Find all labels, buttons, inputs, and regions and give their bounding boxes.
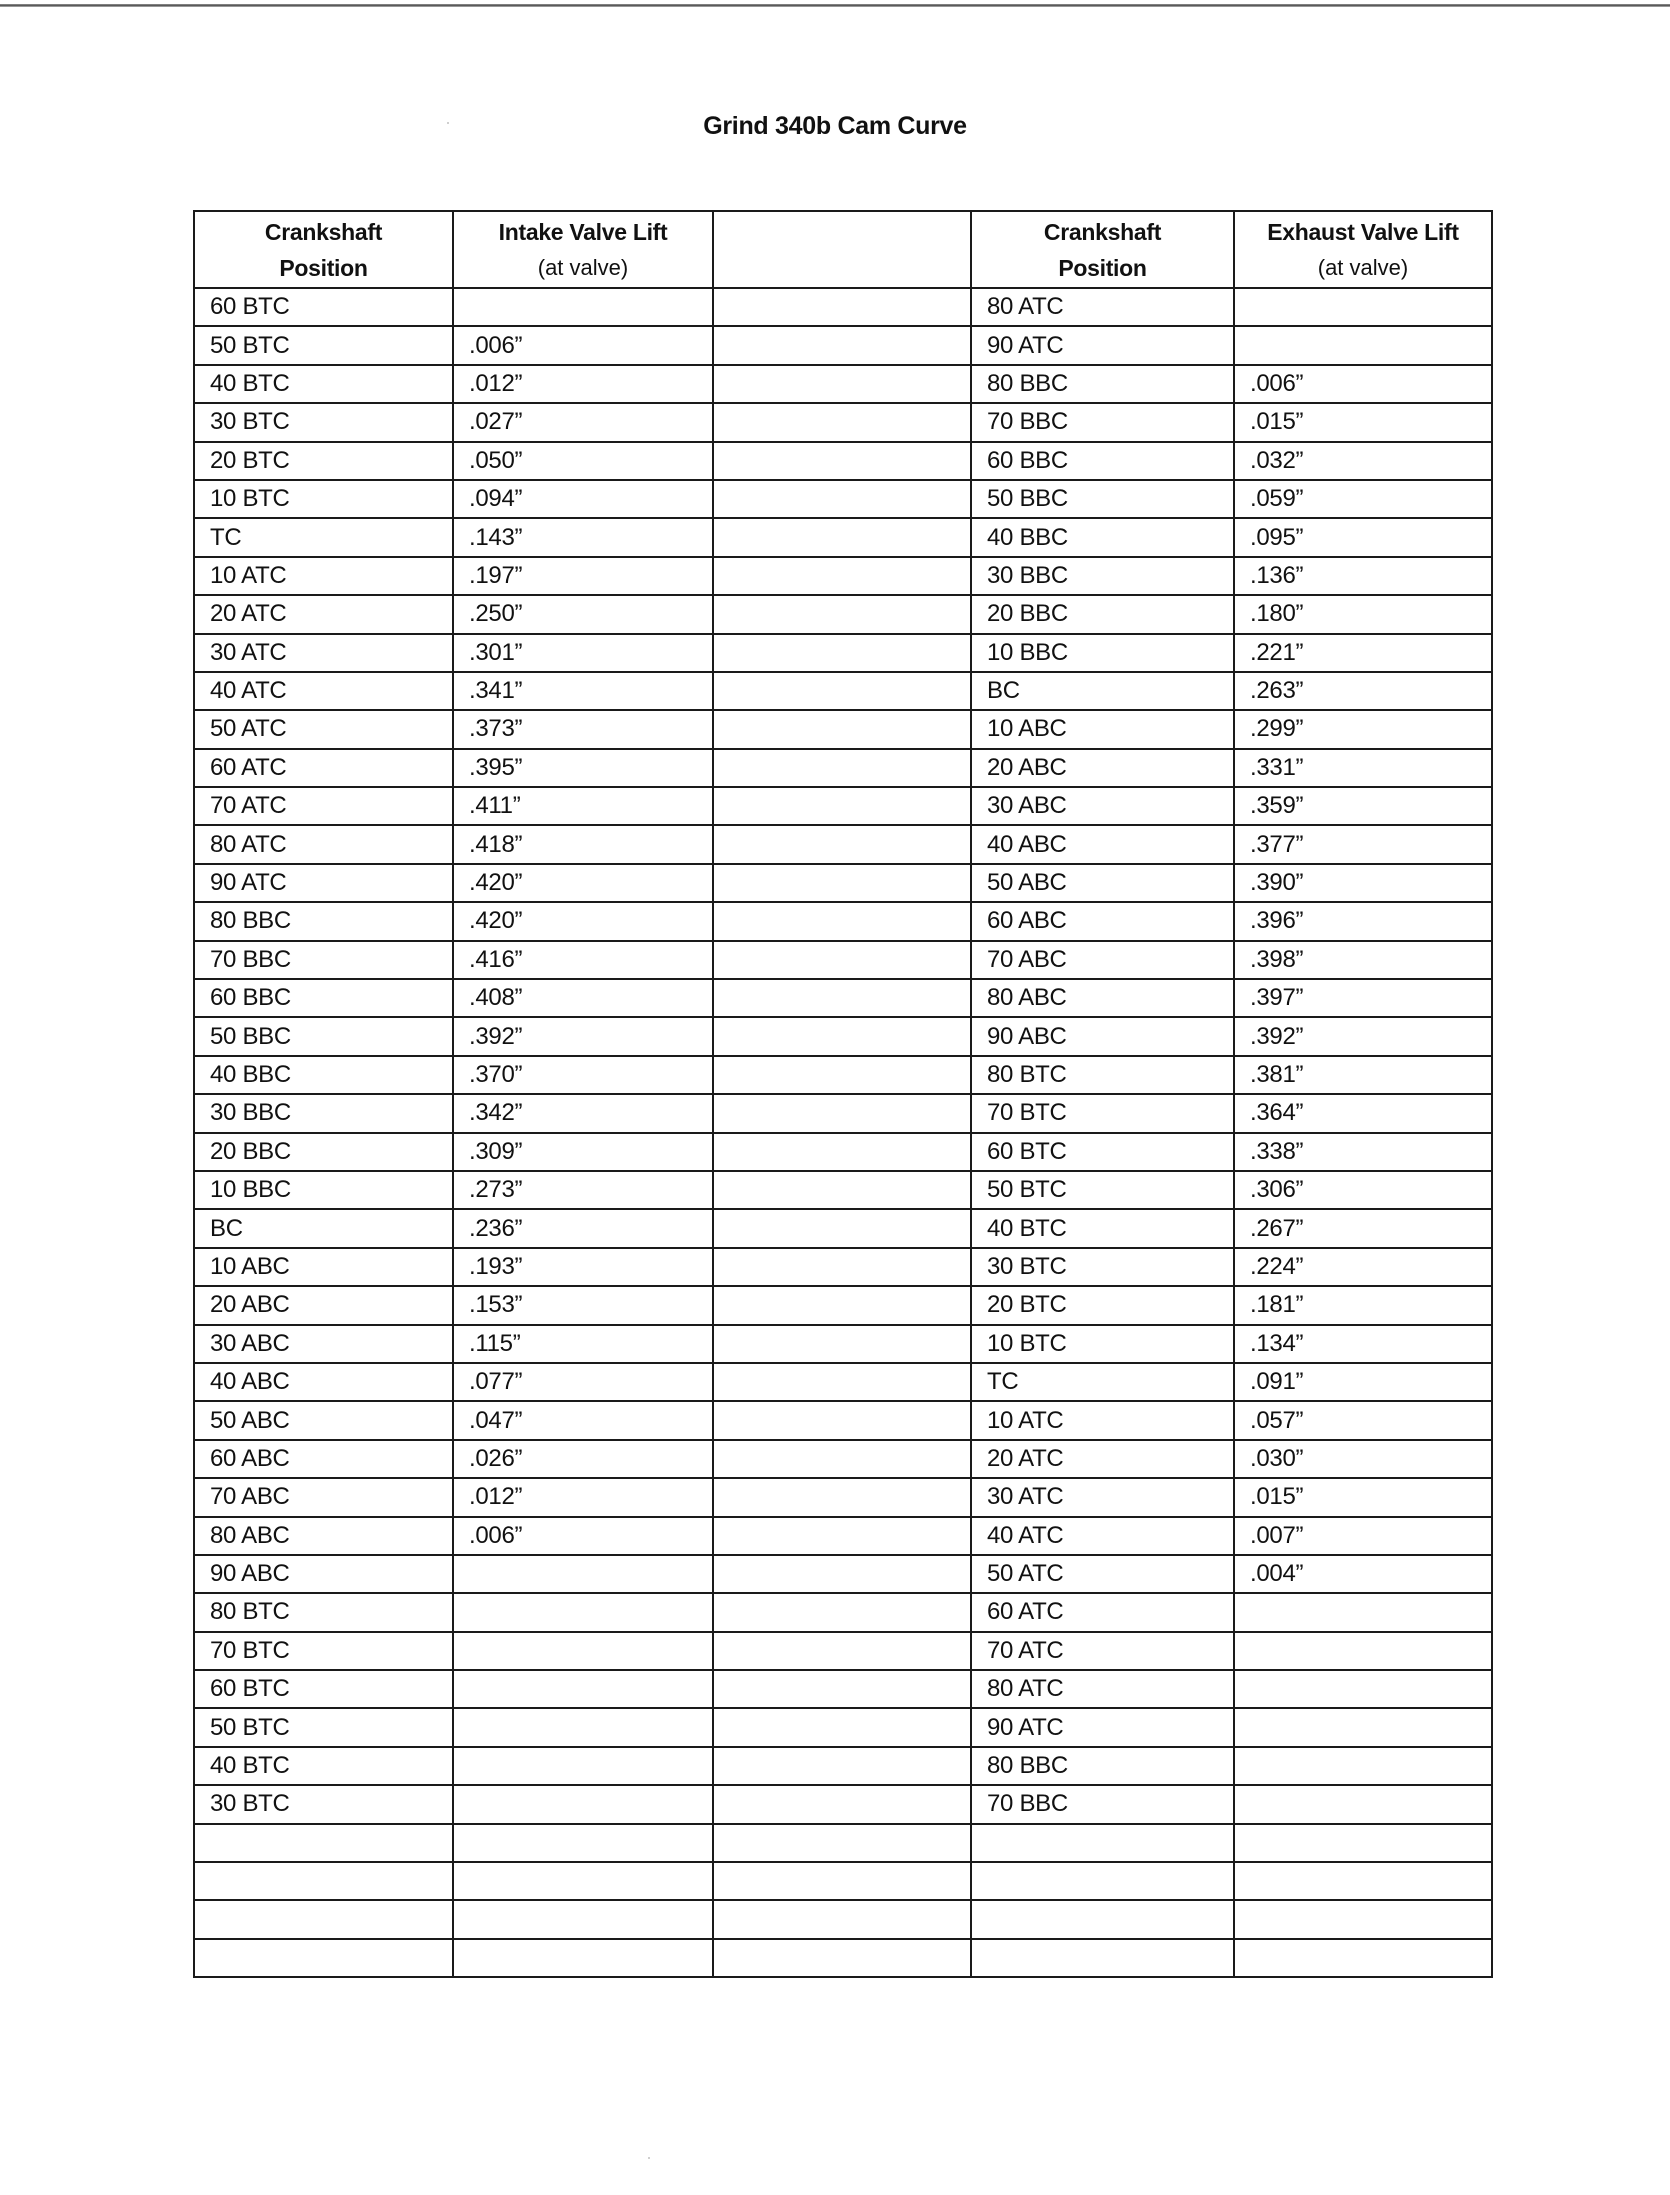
intake-valve-lift-cell: .012” — [453, 1478, 713, 1516]
header-intake-crankshaft-position — [194, 211, 453, 288]
exhaust-valve-lift-cell: .390” — [1234, 864, 1492, 902]
exhaust-crankshaft-position-cell: 30 ABC — [971, 787, 1234, 825]
exhaust-valve-lift-cell: .263” — [1234, 672, 1492, 710]
intake-valve-lift-cell: .197” — [453, 557, 713, 595]
intake-valve-lift-cell: .373” — [453, 710, 713, 748]
spacer-cell — [713, 1478, 971, 1516]
spacer-cell — [713, 1517, 971, 1555]
header-intake-valve-lift — [453, 211, 713, 288]
exhaust-crankshaft-position-cell: 30 BBC — [971, 557, 1234, 595]
table-row — [194, 941, 1492, 979]
exhaust-crankshaft-position-cell: 50 BTC — [971, 1171, 1234, 1209]
table-row — [194, 1939, 1492, 1977]
table-row — [194, 634, 1492, 672]
table-row — [194, 1209, 1492, 1247]
intake-valve-lift-cell: .273” — [453, 1171, 713, 1209]
spacer-cell — [713, 288, 971, 326]
exhaust-crankshaft-position-cell: 80 BBC — [971, 365, 1234, 403]
exhaust-valve-lift-cell: .004” — [1234, 1555, 1492, 1593]
exhaust-valve-lift-cell — [1234, 1785, 1492, 1823]
table-row — [194, 1440, 1492, 1478]
intake-crankshaft-position-cell: 80 BBC — [194, 902, 453, 940]
exhaust-valve-lift-cell — [1234, 1632, 1492, 1670]
spacer-cell — [713, 941, 971, 979]
exhaust-valve-lift-cell — [1234, 1593, 1492, 1631]
exhaust-valve-lift-cell: .032” — [1234, 442, 1492, 480]
exhaust-valve-lift-cell: .381” — [1234, 1056, 1492, 1094]
table-row — [194, 518, 1492, 556]
table-row — [194, 1555, 1492, 1593]
exhaust-valve-lift-cell — [1234, 1708, 1492, 1746]
intake-valve-lift-cell: .006” — [453, 1517, 713, 1555]
intake-crankshaft-position-cell: 80 BTC — [194, 1593, 453, 1631]
spacer-cell — [713, 1440, 971, 1478]
intake-crankshaft-position-cell: 30 BBC — [194, 1094, 453, 1132]
spacer-cell — [713, 1593, 971, 1631]
intake-valve-lift-cell — [453, 1824, 713, 1862]
intake-crankshaft-position-cell: 70 ABC — [194, 1478, 453, 1516]
exhaust-valve-lift-cell: .397” — [1234, 979, 1492, 1017]
intake-valve-lift-cell: .418” — [453, 825, 713, 863]
table-body — [194, 288, 1492, 1977]
intake-valve-lift-cell: .411” — [453, 787, 713, 825]
exhaust-crankshaft-position-cell: 10 ABC — [971, 710, 1234, 748]
exhaust-crankshaft-position-cell: 30 ATC — [971, 1478, 1234, 1516]
exhaust-crankshaft-position-cell: 70 ABC — [971, 941, 1234, 979]
intake-crankshaft-position-cell: 30 ATC — [194, 634, 453, 672]
exhaust-valve-lift-cell: .015” — [1234, 1478, 1492, 1516]
intake-crankshaft-position-cell: 50 BTC — [194, 1708, 453, 1746]
exhaust-crankshaft-position-cell: 10 ATC — [971, 1401, 1234, 1439]
exhaust-valve-lift-cell — [1234, 1670, 1492, 1708]
header-exhaust-valve-lift — [1234, 211, 1492, 288]
intake-crankshaft-position-cell: 40 BBC — [194, 1056, 453, 1094]
table-row — [194, 1056, 1492, 1094]
exhaust-crankshaft-position-cell — [971, 1862, 1234, 1900]
exhaust-valve-lift-cell: .364” — [1234, 1094, 1492, 1132]
intake-valve-lift-cell: .193” — [453, 1248, 713, 1286]
exhaust-crankshaft-position-cell: 70 BBC — [971, 1785, 1234, 1823]
intake-valve-lift-cell: .115” — [453, 1325, 713, 1363]
exhaust-crankshaft-position-cell — [971, 1824, 1234, 1862]
exhaust-crankshaft-position-cell: 90 ATC — [971, 1708, 1234, 1746]
spacer-cell — [713, 1862, 971, 1900]
spacer-cell — [713, 326, 971, 364]
exhaust-valve-lift-cell — [1234, 1939, 1492, 1977]
intake-crankshaft-position-cell — [194, 1862, 453, 1900]
exhaust-crankshaft-position-cell: BC — [971, 672, 1234, 710]
exhaust-crankshaft-position-cell: 20 ABC — [971, 749, 1234, 787]
intake-valve-lift-cell: .309” — [453, 1133, 713, 1171]
intake-crankshaft-position-cell: BC — [194, 1209, 453, 1247]
exhaust-valve-lift-cell — [1234, 1747, 1492, 1785]
intake-crankshaft-position-cell: 90 ATC — [194, 864, 453, 902]
spacer-cell — [713, 518, 971, 556]
scan-edge-line — [0, 4, 1670, 7]
exhaust-crankshaft-position-cell: 20 BTC — [971, 1286, 1234, 1324]
intake-valve-lift-cell — [453, 1785, 713, 1823]
exhaust-crankshaft-position-cell: 60 ABC — [971, 902, 1234, 940]
spacer-cell — [713, 979, 971, 1017]
spacer-cell — [713, 1632, 971, 1670]
exhaust-valve-lift-cell: .134” — [1234, 1325, 1492, 1363]
spacer-cell — [713, 1555, 971, 1593]
table-row — [194, 1862, 1492, 1900]
exhaust-valve-lift-cell: .095” — [1234, 518, 1492, 556]
intake-crankshaft-position-cell: 90 ABC — [194, 1555, 453, 1593]
table-row — [194, 365, 1492, 403]
table-row — [194, 1017, 1492, 1055]
exhaust-valve-lift-cell: .006” — [1234, 365, 1492, 403]
exhaust-crankshaft-position-cell: 90 ABC — [971, 1017, 1234, 1055]
table-row — [194, 787, 1492, 825]
spacer-cell — [713, 1171, 971, 1209]
intake-crankshaft-position-cell: 30 BTC — [194, 1785, 453, 1823]
intake-valve-lift-cell: .006” — [453, 326, 713, 364]
intake-valve-lift-cell — [453, 1593, 713, 1631]
intake-crankshaft-position-cell: 30 BTC — [194, 403, 453, 441]
intake-crankshaft-position-cell: 20 ABC — [194, 1286, 453, 1324]
exhaust-crankshaft-position-cell: 80 ATC — [971, 288, 1234, 326]
exhaust-valve-lift-cell: .396” — [1234, 902, 1492, 940]
intake-crankshaft-position-cell: 70 BTC — [194, 1632, 453, 1670]
table-row — [194, 1478, 1492, 1516]
intake-crankshaft-position-cell — [194, 1824, 453, 1862]
spacer-cell — [713, 787, 971, 825]
exhaust-crankshaft-position-cell: 70 BBC — [971, 403, 1234, 441]
table-row — [194, 1133, 1492, 1171]
exhaust-valve-lift-cell: .331” — [1234, 749, 1492, 787]
table-row — [194, 1171, 1492, 1209]
exhaust-crankshaft-position-cell: 50 ATC — [971, 1555, 1234, 1593]
scan-speck — [648, 2157, 650, 2159]
table-row — [194, 749, 1492, 787]
intake-crankshaft-position-cell: 50 ATC — [194, 710, 453, 748]
intake-valve-lift-cell: .050” — [453, 442, 713, 480]
intake-valve-lift-cell: .012” — [453, 365, 713, 403]
table-row — [194, 442, 1492, 480]
exhaust-valve-lift-cell — [1234, 1862, 1492, 1900]
intake-valve-lift-cell: .236” — [453, 1209, 713, 1247]
header-line: Exhaust Valve Lift — [1267, 218, 1459, 245]
intake-crankshaft-position-cell: 10 BBC — [194, 1171, 453, 1209]
intake-crankshaft-position-cell: 20 ATC — [194, 595, 453, 633]
table-row — [194, 902, 1492, 940]
exhaust-crankshaft-position-cell: 60 BTC — [971, 1133, 1234, 1171]
exhaust-valve-lift-cell: .224” — [1234, 1248, 1492, 1286]
exhaust-crankshaft-position-cell: 80 ATC — [971, 1670, 1234, 1708]
spacer-cell — [713, 1325, 971, 1363]
spacer-cell — [713, 595, 971, 633]
exhaust-valve-lift-cell — [1234, 1824, 1492, 1862]
exhaust-valve-lift-cell: .136” — [1234, 557, 1492, 595]
spacer-cell — [713, 672, 971, 710]
intake-valve-lift-cell: .342” — [453, 1094, 713, 1132]
intake-crankshaft-position-cell: 60 ABC — [194, 1440, 453, 1478]
exhaust-valve-lift-cell: .267” — [1234, 1209, 1492, 1247]
intake-crankshaft-position-cell: 40 BTC — [194, 365, 453, 403]
intake-crankshaft-position-cell: 40 ABC — [194, 1363, 453, 1401]
exhaust-valve-lift-cell — [1234, 326, 1492, 364]
intake-valve-lift-cell — [453, 1747, 713, 1785]
intake-valve-lift-cell: .392” — [453, 1017, 713, 1055]
table-row — [194, 1632, 1492, 1670]
header-line: Intake Valve Lift — [498, 218, 668, 245]
exhaust-crankshaft-position-cell — [971, 1939, 1234, 1977]
spacer-cell — [713, 710, 971, 748]
exhaust-valve-lift-cell: .359” — [1234, 787, 1492, 825]
intake-valve-lift-cell: .094” — [453, 480, 713, 518]
spacer-cell — [713, 1056, 971, 1094]
exhaust-valve-lift-cell: .377” — [1234, 825, 1492, 863]
exhaust-valve-lift-cell: .091” — [1234, 1363, 1492, 1401]
intake-crankshaft-position-cell: 80 ABC — [194, 1517, 453, 1555]
intake-valve-lift-cell: .027” — [453, 403, 713, 441]
spacer-cell — [713, 442, 971, 480]
spacer-cell — [713, 1248, 971, 1286]
header-exhaust-crankshaft-position — [971, 211, 1234, 288]
intake-crankshaft-position-cell: 40 ATC — [194, 672, 453, 710]
intake-crankshaft-position-cell: 10 ATC — [194, 557, 453, 595]
intake-valve-lift-cell: .416” — [453, 941, 713, 979]
exhaust-crankshaft-position-cell: 10 BBC — [971, 634, 1234, 672]
exhaust-crankshaft-position-cell: 40 ABC — [971, 825, 1234, 863]
intake-valve-lift-cell: .026” — [453, 1440, 713, 1478]
header-line: Position — [279, 254, 368, 281]
table-row — [194, 672, 1492, 710]
table-row — [194, 480, 1492, 518]
intake-crankshaft-position-cell: 80 ATC — [194, 825, 453, 863]
exhaust-crankshaft-position-cell: 50 BBC — [971, 480, 1234, 518]
intake-valve-lift-cell: .153” — [453, 1286, 713, 1324]
spacer-cell — [713, 1017, 971, 1055]
header-row — [194, 211, 1492, 288]
intake-crankshaft-position-cell: 20 BBC — [194, 1133, 453, 1171]
intake-crankshaft-position-cell: 60 BTC — [194, 288, 453, 326]
spacer-cell — [713, 1363, 971, 1401]
spacer-cell — [713, 1785, 971, 1823]
intake-valve-lift-cell — [453, 1862, 713, 1900]
page-title: Grind 340b Cam Curve — [703, 112, 967, 140]
spacer-cell — [713, 902, 971, 940]
exhaust-valve-lift-cell: .181” — [1234, 1286, 1492, 1324]
cam-curve-table — [193, 210, 1493, 1978]
exhaust-crankshaft-position-cell: 30 BTC — [971, 1248, 1234, 1286]
intake-crankshaft-position-cell: 70 BBC — [194, 941, 453, 979]
spacer-cell — [713, 1824, 971, 1862]
table-row — [194, 1785, 1492, 1823]
intake-crankshaft-position-cell: 40 BTC — [194, 1747, 453, 1785]
intake-valve-lift-cell: .341” — [453, 672, 713, 710]
spacer-cell — [713, 825, 971, 863]
spacer-cell — [713, 1133, 971, 1171]
intake-valve-lift-cell: .143” — [453, 518, 713, 556]
intake-crankshaft-position-cell: 50 ABC — [194, 1401, 453, 1439]
exhaust-valve-lift-cell — [1234, 1900, 1492, 1938]
table-row — [194, 1363, 1492, 1401]
exhaust-valve-lift-cell: .030” — [1234, 1440, 1492, 1478]
intake-crankshaft-position-cell: 20 BTC — [194, 442, 453, 480]
exhaust-crankshaft-position-cell: 80 BBC — [971, 1747, 1234, 1785]
intake-valve-lift-cell: .408” — [453, 979, 713, 1017]
intake-crankshaft-position-cell: 50 BBC — [194, 1017, 453, 1055]
exhaust-valve-lift-cell — [1234, 288, 1492, 326]
scan-speck — [447, 122, 449, 124]
spacer-cell — [713, 634, 971, 672]
table-row — [194, 1670, 1492, 1708]
intake-valve-lift-cell — [453, 1555, 713, 1593]
exhaust-crankshaft-position-cell: 40 BBC — [971, 518, 1234, 556]
intake-crankshaft-position-cell: 10 ABC — [194, 1248, 453, 1286]
intake-valve-lift-cell: .420” — [453, 902, 713, 940]
exhaust-crankshaft-position-cell: 70 BTC — [971, 1094, 1234, 1132]
table-row — [194, 557, 1492, 595]
exhaust-valve-lift-cell: .398” — [1234, 941, 1492, 979]
spacer-cell — [713, 480, 971, 518]
table-row — [194, 864, 1492, 902]
exhaust-crankshaft-position-cell: 80 ABC — [971, 979, 1234, 1017]
table-row — [194, 979, 1492, 1017]
exhaust-crankshaft-position-cell: 10 BTC — [971, 1325, 1234, 1363]
intake-valve-lift-cell — [453, 288, 713, 326]
table-row — [194, 1708, 1492, 1746]
spacer-cell — [713, 1286, 971, 1324]
spacer-cell — [713, 749, 971, 787]
spacer-cell — [713, 1900, 971, 1938]
intake-valve-lift-cell — [453, 1708, 713, 1746]
intake-valve-lift-cell: .301” — [453, 634, 713, 672]
intake-valve-lift-cell: .077” — [453, 1363, 713, 1401]
header-line: Crankshaft — [264, 218, 383, 245]
exhaust-crankshaft-position-cell: 50 ABC — [971, 864, 1234, 902]
header-line: Position — [1058, 254, 1147, 281]
exhaust-valve-lift-cell: .221” — [1234, 634, 1492, 672]
table-row — [194, 1593, 1492, 1631]
table-row — [194, 1325, 1492, 1363]
table-row — [194, 1517, 1492, 1555]
exhaust-valve-lift-cell: .015” — [1234, 403, 1492, 441]
spacer-cell — [713, 1209, 971, 1247]
header-spacer — [713, 211, 971, 288]
exhaust-crankshaft-position-cell — [971, 1900, 1234, 1938]
exhaust-valve-lift-cell: .007” — [1234, 1517, 1492, 1555]
intake-valve-lift-cell: .250” — [453, 595, 713, 633]
spacer-cell — [713, 403, 971, 441]
intake-valve-lift-cell: .420” — [453, 864, 713, 902]
spacer-cell — [713, 1747, 971, 1785]
exhaust-crankshaft-position-cell: 20 BBC — [971, 595, 1234, 633]
intake-crankshaft-position-cell: 60 BBC — [194, 979, 453, 1017]
intake-valve-lift-cell — [453, 1900, 713, 1938]
spacer-cell — [713, 557, 971, 595]
exhaust-crankshaft-position-cell: 40 BTC — [971, 1209, 1234, 1247]
exhaust-valve-lift-cell: .306” — [1234, 1171, 1492, 1209]
intake-valve-lift-cell — [453, 1670, 713, 1708]
table-row — [194, 595, 1492, 633]
exhaust-crankshaft-position-cell: 90 ATC — [971, 326, 1234, 364]
exhaust-valve-lift-cell: .180” — [1234, 595, 1492, 633]
spacer-cell — [713, 1708, 971, 1746]
intake-valve-lift-cell: .395” — [453, 749, 713, 787]
spacer-cell — [713, 1939, 971, 1977]
table-row — [194, 403, 1492, 441]
intake-valve-lift-cell — [453, 1632, 713, 1670]
exhaust-valve-lift-cell: .057” — [1234, 1401, 1492, 1439]
intake-crankshaft-position-cell: 70 ATC — [194, 787, 453, 825]
spacer-cell — [713, 1670, 971, 1708]
table-row — [194, 1286, 1492, 1324]
header-subline: (at valve) — [537, 254, 629, 280]
exhaust-crankshaft-position-cell: 40 ATC — [971, 1517, 1234, 1555]
header-subline: (at valve) — [1317, 254, 1409, 280]
table-row — [194, 1094, 1492, 1132]
intake-valve-lift-cell: .047” — [453, 1401, 713, 1439]
intake-crankshaft-position-cell: TC — [194, 518, 453, 556]
intake-valve-lift-cell: .370” — [453, 1056, 713, 1094]
intake-crankshaft-position-cell — [194, 1939, 453, 1977]
intake-crankshaft-position-cell: 10 BTC — [194, 480, 453, 518]
intake-crankshaft-position-cell: 60 BTC — [194, 1670, 453, 1708]
exhaust-crankshaft-position-cell: 80 BTC — [971, 1056, 1234, 1094]
spacer-cell — [713, 1401, 971, 1439]
exhaust-valve-lift-cell: .299” — [1234, 710, 1492, 748]
table-row — [194, 326, 1492, 364]
header-line: Crankshaft — [1043, 218, 1162, 245]
exhaust-valve-lift-cell: .059” — [1234, 480, 1492, 518]
spacer-cell — [713, 1094, 971, 1132]
table-row — [194, 825, 1492, 863]
exhaust-crankshaft-position-cell: 70 ATC — [971, 1632, 1234, 1670]
exhaust-crankshaft-position-cell: TC — [971, 1363, 1234, 1401]
table-row — [194, 1747, 1492, 1785]
table-row — [194, 710, 1492, 748]
intake-crankshaft-position-cell: 30 ABC — [194, 1325, 453, 1363]
spacer-cell — [713, 365, 971, 403]
exhaust-crankshaft-position-cell: 20 ATC — [971, 1440, 1234, 1478]
exhaust-valve-lift-cell: .338” — [1234, 1133, 1492, 1171]
intake-crankshaft-position-cell: 50 BTC — [194, 326, 453, 364]
table-row — [194, 1248, 1492, 1286]
exhaust-crankshaft-position-cell: 60 BBC — [971, 442, 1234, 480]
table-row — [194, 288, 1492, 326]
exhaust-crankshaft-position-cell: 60 ATC — [971, 1593, 1234, 1631]
table-row — [194, 1900, 1492, 1938]
intake-crankshaft-position-cell: 60 ATC — [194, 749, 453, 787]
intake-valve-lift-cell — [453, 1939, 713, 1977]
table-row — [194, 1824, 1492, 1862]
intake-crankshaft-position-cell — [194, 1900, 453, 1938]
table-row — [194, 1401, 1492, 1439]
spacer-cell — [713, 864, 971, 902]
exhaust-valve-lift-cell: .392” — [1234, 1017, 1492, 1055]
